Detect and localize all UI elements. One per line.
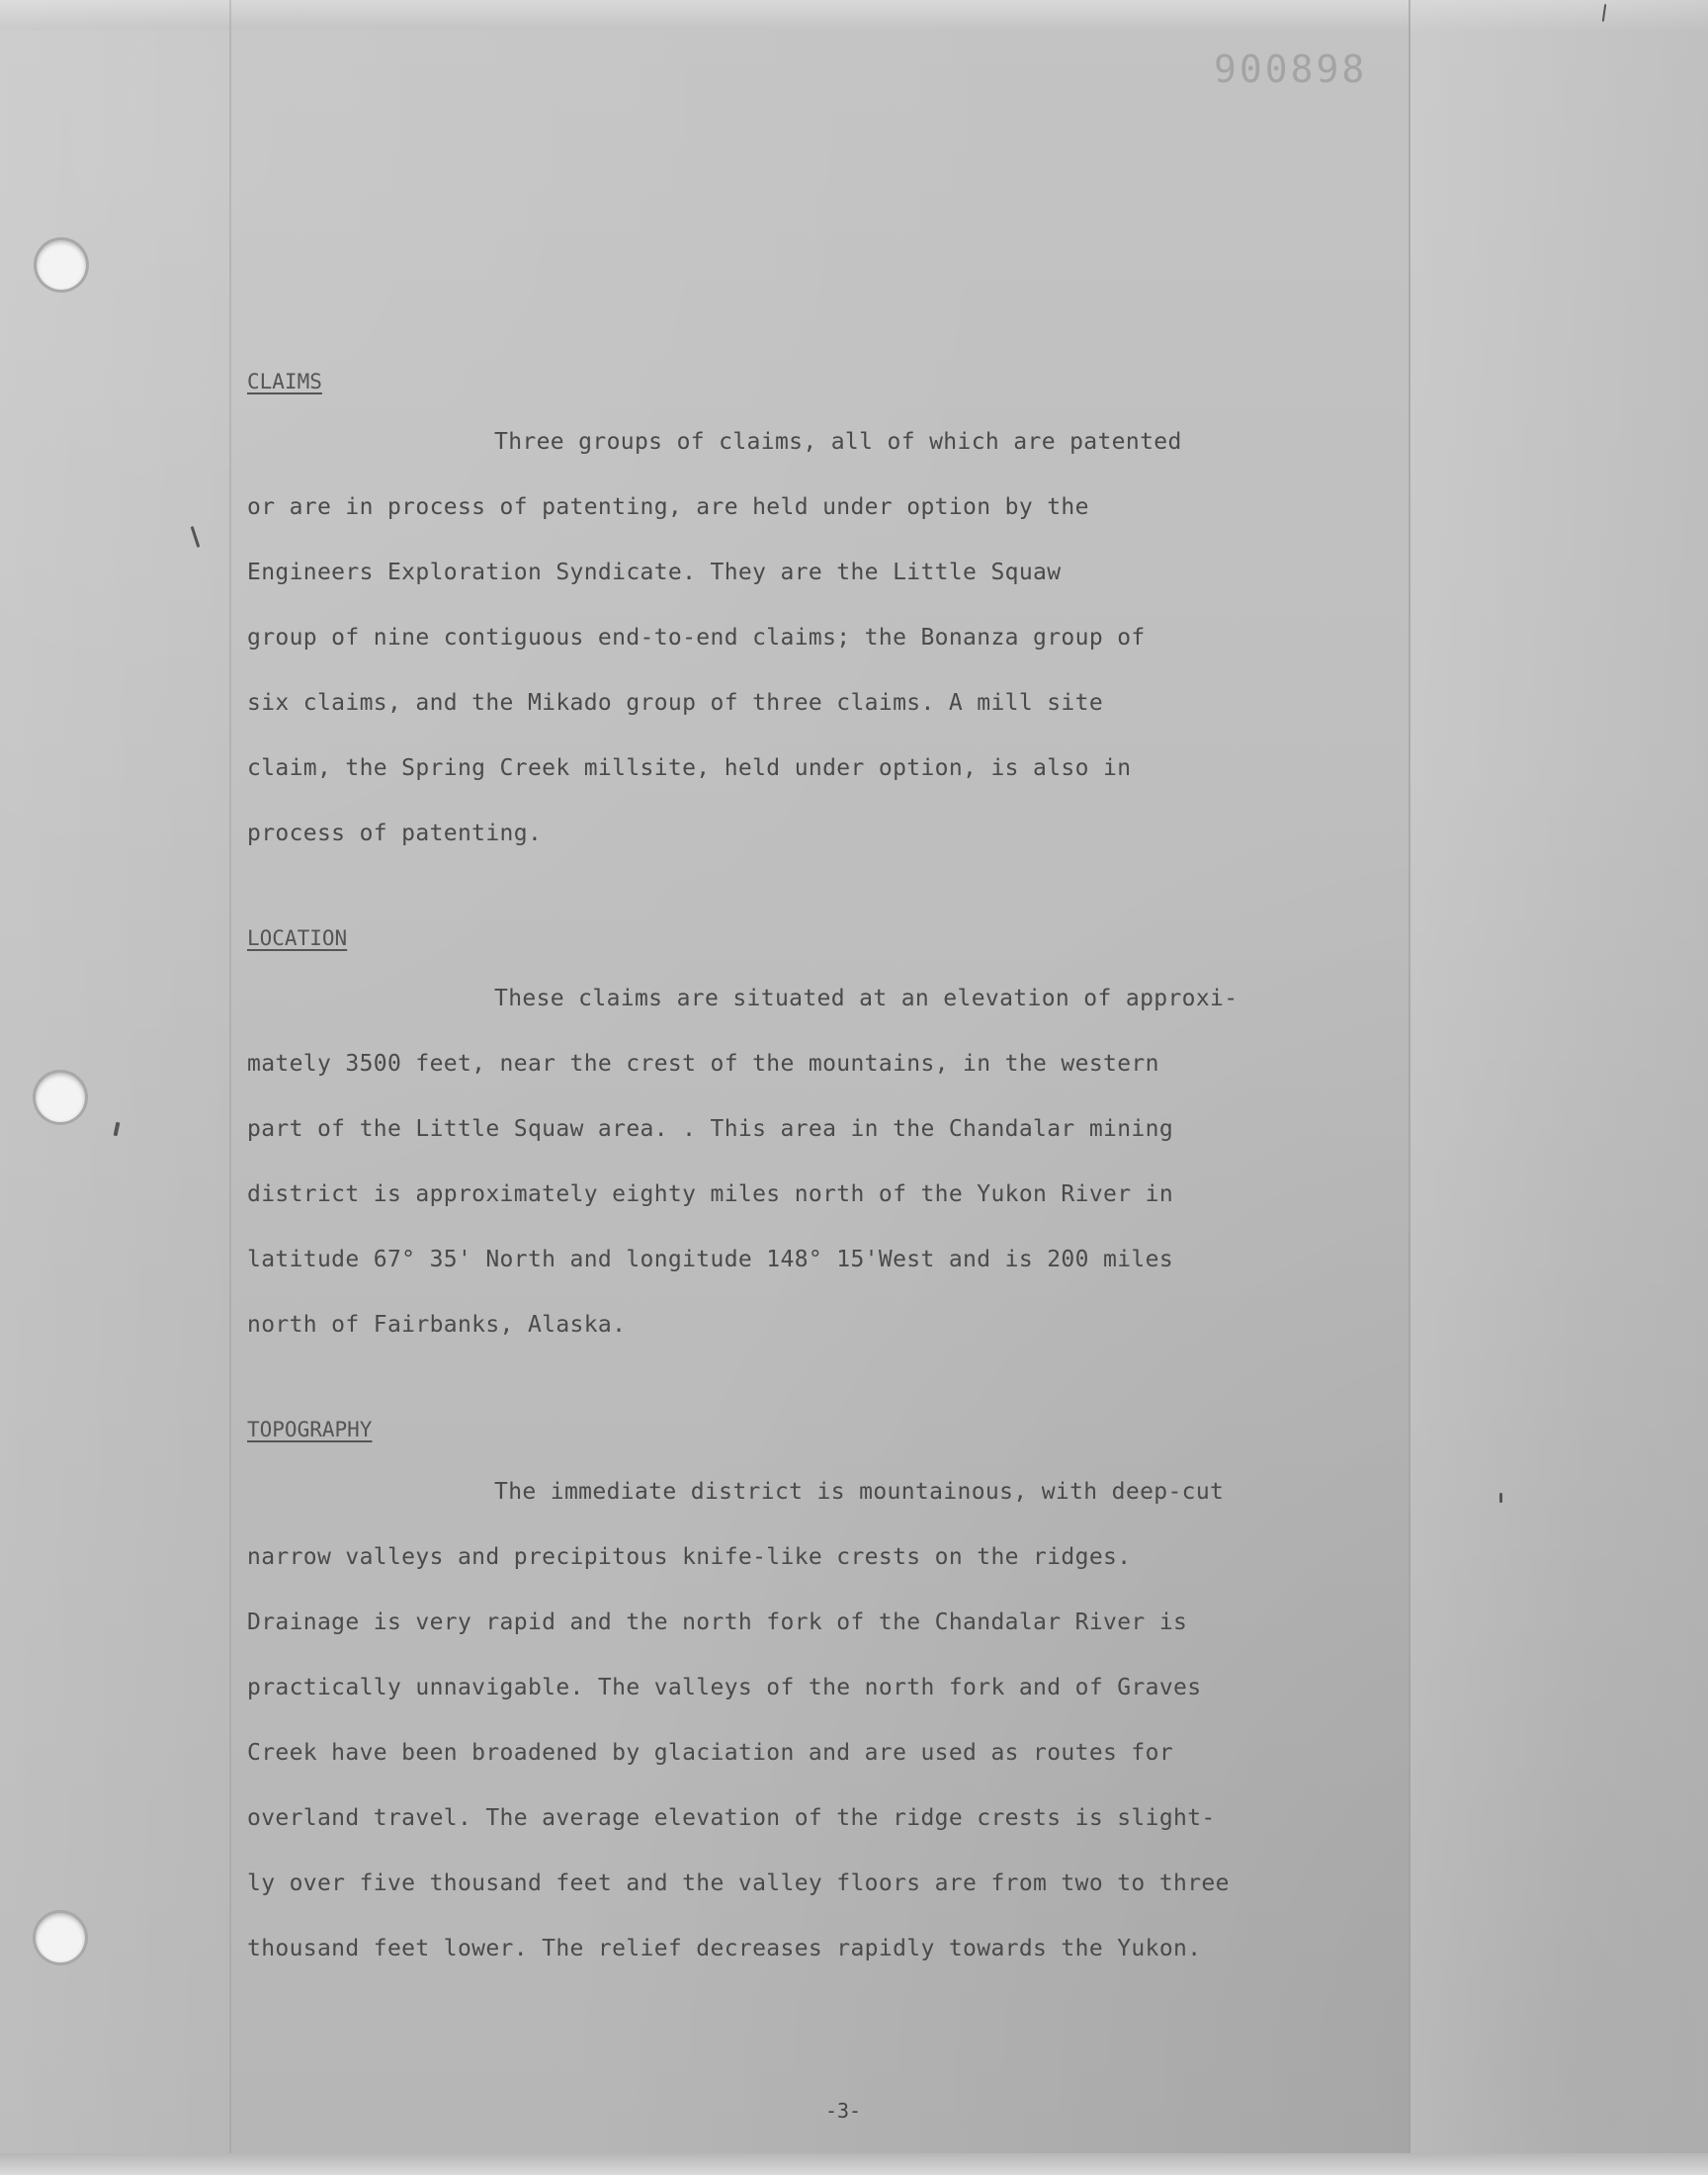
claims-text-line: claim, the Spring Creek millsite, held under option, is also in xyxy=(247,755,1132,781)
claims-text-line: or are in process of patenting, are held under option by the xyxy=(247,494,1089,520)
location-text-line: These claims are situated at an elevation of approxi- xyxy=(494,986,1238,1011)
left-margin-band xyxy=(0,0,229,2175)
location-text-line: latitude 67° 35' North and longitude 148° 15'West and is 200 miles xyxy=(247,1247,1174,1272)
topography-text-line: thousand feet lower. The relief decreases rapidly towards the Yukon. xyxy=(247,1936,1202,1961)
location-text-line: mately 3500 feet, near the crest of the mountains, in the western xyxy=(247,1051,1159,1077)
binder-hole-top xyxy=(37,240,86,290)
topography-text-line: overland travel. The average elevation of the ridge crests is slight- xyxy=(247,1805,1216,1831)
claims-text-line: six claims, and the Mikado group of three claims. A mill site xyxy=(247,690,1104,716)
section-heading-location: LOCATION xyxy=(247,926,348,950)
page-number: -3- xyxy=(824,2099,862,2123)
location-text-line: north of Fairbanks, Alaska. xyxy=(247,1312,627,1338)
topography-text-line: ly over five thousand feet and the valley floors are from two to three xyxy=(247,1870,1230,1896)
claims-text-line: group of nine contiguous end-to-end claims; the Bonanza group of xyxy=(247,625,1146,651)
topography-text-line: Creek have been broadened by glaciation and are used as routes for xyxy=(247,1740,1174,1766)
left-margin-edge xyxy=(229,0,231,2175)
location-text-line: district is approximately eighty miles north of the Yukon River in xyxy=(247,1181,1174,1207)
claims-text-line: Engineers Exploration Syndicate. They are the Little Squaw xyxy=(247,560,1062,585)
right-paper-edge xyxy=(1409,0,1410,2175)
topography-text-line: narrow valleys and precipitous knife-like crests on the ridges. xyxy=(247,1544,1132,1570)
pen-mark xyxy=(1499,1493,1502,1503)
claims-text-line: process of patenting. xyxy=(247,821,543,846)
topography-text-line: practically unnavigable. The valleys of the north fork and of Graves xyxy=(247,1675,1202,1700)
section-heading-claims: CLAIMS xyxy=(247,370,322,393)
right-paper-strip xyxy=(1409,0,1708,2175)
topography-text-line: The immediate district is mountainous, with deep-cut xyxy=(494,1479,1225,1505)
claims-text-line: Three groups of claims, all of which are patented xyxy=(494,429,1182,455)
location-text-line: part of the Little Squaw area. . This area in the Chandalar mining xyxy=(247,1116,1174,1142)
scan-bottom-edge xyxy=(0,2153,1708,2175)
topography-text-line: Drainage is very rapid and the north fork of the Chandalar River is xyxy=(247,1610,1188,1635)
document-stamp-number: 900898 xyxy=(1214,47,1368,91)
section-heading-topography: TOPOGRAPHY xyxy=(247,1418,373,1441)
binder-hole-bottom xyxy=(36,1913,85,1962)
binder-hole-middle xyxy=(36,1073,85,1122)
